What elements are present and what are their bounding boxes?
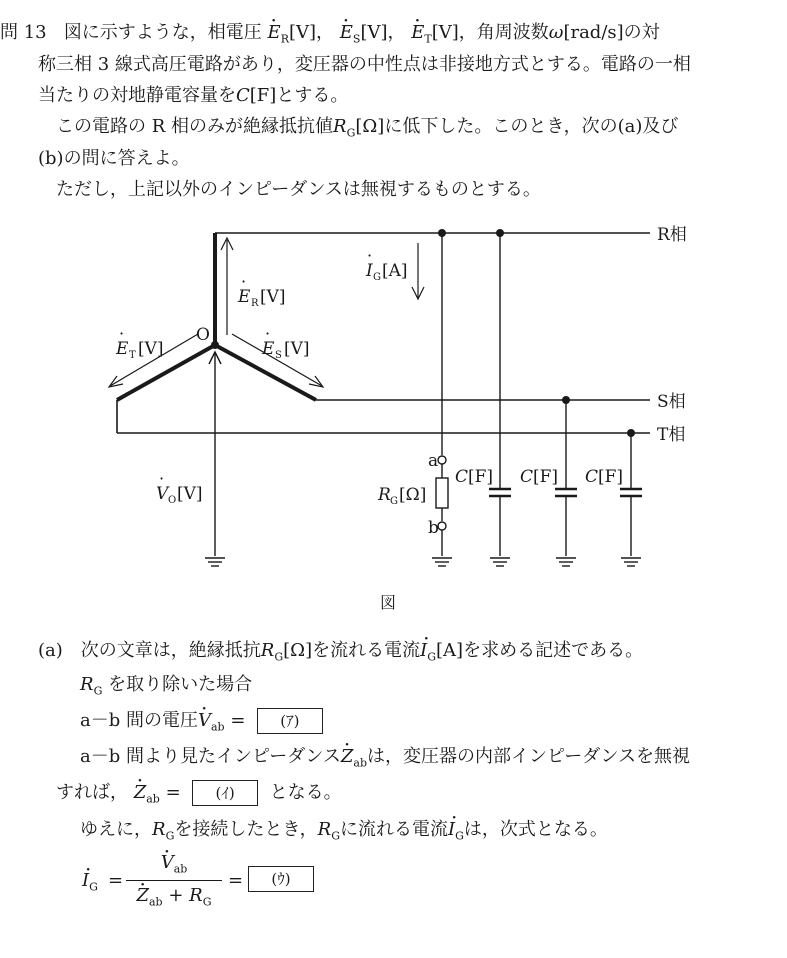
junction-ct — [627, 429, 635, 437]
label-phase-t: T相 — [657, 425, 686, 445]
svg-text:[F]: [F] — [598, 467, 624, 487]
svg-text:[Ω]: [Ω] — [399, 485, 427, 505]
svg-text:[V]: [V] — [284, 339, 310, 359]
ground-neutral — [205, 558, 225, 566]
fraction-numerator: · $V_{ab}$ — [126, 852, 222, 876]
svg-text:G: G — [373, 272, 381, 283]
svg-text:[F]: [F] — [533, 467, 559, 487]
svg-text:C: C — [585, 467, 599, 487]
svg-text:·: · — [367, 246, 373, 265]
problem-line-2: 称三相 3 線式高圧電路があり，変圧器の中性点は非接地方式とする。電路の一相 — [38, 54, 691, 75]
label-neutral: O — [196, 325, 210, 345]
label-phase-r: R相 — [657, 225, 687, 245]
part-a-line-4: a－b 間より見たインピーダンス· $Z_{ab}$は，変圧器の内部インピーダンスを無視 — [80, 746, 690, 775]
part-a-line-5: すれば， · $Z_{ab}$ = (ｲ) となる。 — [56, 780, 342, 811]
vo-arrow — [209, 352, 221, 556]
svg-text:E: E — [238, 287, 251, 307]
capacitor-s — [555, 400, 577, 566]
svg-text:[V]: [V] — [260, 287, 286, 307]
svg-text:R: R — [251, 298, 259, 309]
problem-line-4: この電路の R 相のみが絶縁抵抗値$R_G[\Omega]$に低下した。このとき，次の(a)及び — [56, 116, 679, 140]
wye-windings — [117, 233, 316, 400]
svg-text:T: T — [129, 350, 136, 361]
problem-line-5: (b)の問に答えよ。 — [38, 148, 190, 169]
er-arrow — [221, 238, 233, 335]
label-node-a: a — [428, 451, 439, 471]
junction-rg — [438, 229, 446, 237]
svg-text:E: E — [262, 339, 275, 359]
svg-text:S: S — [275, 350, 282, 361]
junction-cr — [496, 229, 504, 237]
svg-text:·: · — [241, 272, 247, 291]
svg-text:[V]: [V] — [177, 484, 203, 504]
fraction-denominator: · $Z_{ab} + R_G$ — [126, 885, 222, 909]
resistor-rg — [436, 478, 448, 508]
part-a-line-3: a－b 間の電圧· $V_{ab}$ = (ｱ) — [80, 708, 323, 739]
svg-text:[F]: [F] — [468, 467, 494, 487]
capacitor-t — [620, 433, 642, 566]
label-et — [115, 324, 164, 361]
label-es — [261, 324, 310, 361]
problem-line-1: 問 13 図に示すような，相電圧 · $E_R[V]$， · $E_S[V]$， · $E_T[V]$，角周波数ω[rad/s]の対 — [0, 22, 660, 51]
svg-text:·: · — [119, 324, 125, 343]
problem-line-3: 当たりの対地静電容量をC[F]とする。 — [38, 85, 349, 106]
blank-b: (ｲ) — [192, 780, 258, 806]
label-vo — [156, 469, 203, 506]
part-a-line-2: $R_G$ を取り除いた場合 — [80, 674, 253, 698]
blank-a: (ｱ) — [257, 708, 323, 734]
ig-arrow — [412, 243, 424, 299]
svg-text:[A]: [A] — [382, 261, 408, 281]
label-cap-t — [585, 467, 623, 487]
svg-text:C: C — [455, 467, 469, 487]
formula: · $I_G$ = · $V_{ab}$ · $Z_{ab} + R_G$ = (ｳ) — [82, 852, 382, 912]
label-cap-r — [455, 467, 493, 487]
label-ig — [365, 246, 408, 283]
problem-line-6: ただし，上記以外のインピーダンスは無視するものとする。 — [56, 179, 541, 200]
label-rg — [377, 485, 426, 507]
svg-text:R: R — [378, 485, 391, 505]
svg-text:I: I — [366, 261, 373, 281]
svg-text:E: E — [116, 339, 129, 359]
label-er — [237, 272, 286, 309]
label-node-b: b — [428, 518, 439, 538]
svg-text:O: O — [168, 495, 177, 506]
part-a-line-6: ゆえに，$R_G$を接続したとき，$R_G$に流れる電流· $I_G$は，次式となる。 — [80, 819, 608, 848]
label-cap-s — [520, 467, 558, 487]
svg-text:·: · — [265, 324, 271, 343]
problem-number: 問 13 — [0, 22, 47, 43]
figure-caption: 図 — [380, 593, 397, 612]
blank-c: (ｳ) — [248, 866, 314, 892]
svg-text:·: · — [159, 469, 165, 488]
part-a-line-1: (a) 次の文章は，絶縁抵抗$R_G[\Omega]$を流れる電流· $I_G[A]$を求める記述である。 — [38, 640, 643, 669]
neutral-dot — [211, 341, 219, 349]
label-phase-s: S相 — [657, 392, 686, 412]
junction-cs — [562, 396, 570, 404]
svg-text:G: G — [390, 496, 398, 507]
svg-text:V: V — [156, 484, 169, 504]
svg-text:C: C — [520, 467, 534, 487]
svg-text:[V]: [V] — [138, 339, 164, 359]
